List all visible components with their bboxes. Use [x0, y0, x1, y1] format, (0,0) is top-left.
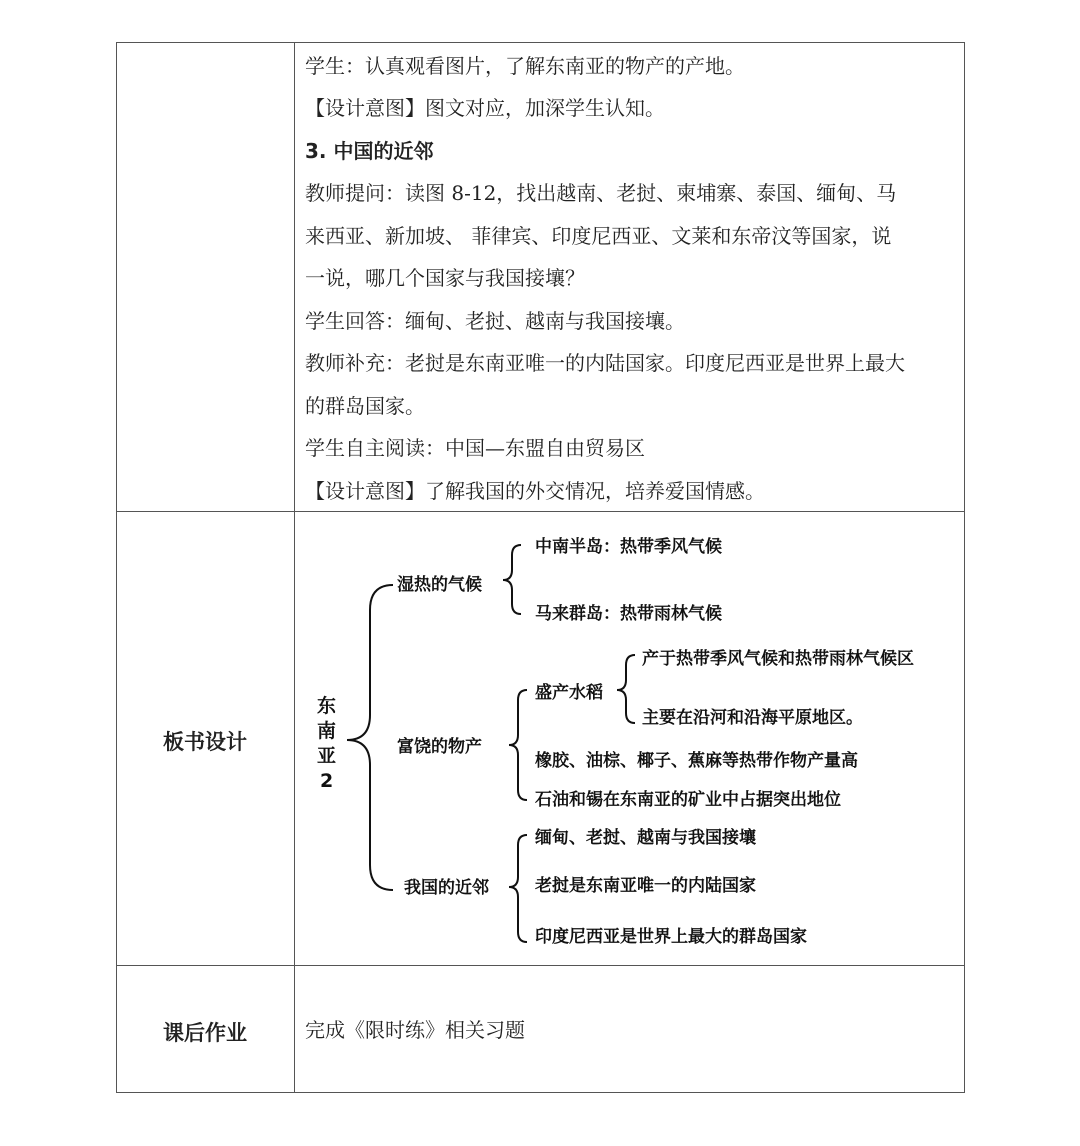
branch-neighbors: 我国的近邻 — [404, 878, 489, 898]
products-item-2: 石油和锡在东南亚的矿业中占据突出地位 — [535, 790, 841, 810]
rice-brace — [617, 655, 635, 723]
climate-item-2: 马来群岛：热带雨林气候 — [535, 604, 722, 624]
row1-line-4: 教师提问：读图 8-12，找出越南、老挝、柬埔寨、泰国、缅甸、马 — [305, 181, 897, 205]
row1-line-5: 来西亚、新加坡、 菲律宾、印度尼西亚、文莱和东帝汶等国家，说 — [305, 224, 892, 248]
row1-line-11: 【设计意图】了解我国的外交情况，培养爱国情感。 — [305, 479, 765, 503]
root-char-3: 亚 — [317, 745, 337, 767]
branch-climate: 湿热的气候 — [397, 575, 482, 595]
row1-line-9: 的群岛国家。 — [305, 394, 425, 418]
products-item-1: 橡胶、油棕、椰子、蕉麻等热带作物产量高 — [535, 751, 858, 771]
rice-item-1: 产于热带季风气候和热带雨林气候区 — [642, 649, 914, 669]
row1-line-1: 学生：认真观看图片，了解东南亚的物产的产地。 — [305, 54, 745, 78]
branch-products: 富饶的物产 — [397, 737, 482, 757]
section-heading: 3. 中国的近邻 — [305, 139, 434, 163]
root-brace — [347, 585, 393, 890]
neighbors-item-2: 老挝是东南亚唯一的内陆国家 — [535, 876, 756, 896]
root-char-4: 2 — [320, 770, 334, 792]
rice-item-2: 主要在沿河和沿海平原地区。 — [642, 708, 863, 728]
row1-line-10: 学生自主阅读：中国—东盟自由贸易区 — [305, 436, 645, 460]
products-sub: 盛产水稻 — [535, 683, 603, 703]
row1-line-7: 学生回答：缅甸、老挝、越南与我国接壤。 — [305, 309, 685, 333]
board-design-label: 板书设计 — [163, 730, 247, 754]
neighbors-item-1: 缅甸、老挝、越南与我国接壤 — [535, 828, 756, 848]
root-char-1: 东 — [317, 695, 337, 717]
row1-line-8: 教师补充：老挝是东南亚唯一的内陆国家。印度尼西亚是世界上最大 — [305, 351, 905, 375]
climate-item-1: 中南半岛：热带季风气候 — [535, 537, 722, 557]
neighbors-item-3: 印度尼西亚是世界上最大的群岛国家 — [535, 927, 807, 947]
products-brace — [509, 690, 527, 800]
root-char-2: 南 — [317, 720, 337, 742]
neighbors-brace — [509, 835, 527, 942]
climate-brace — [503, 545, 521, 614]
homework-content: 完成《限时练》相关习题 — [305, 1018, 525, 1042]
row1-line-6: 一说，哪几个国家与我国接壤？ — [305, 266, 585, 290]
homework-label: 课后作业 — [163, 1021, 247, 1045]
row1-line-2: 【设计意图】图文对应，加深学生认知。 — [305, 96, 665, 120]
